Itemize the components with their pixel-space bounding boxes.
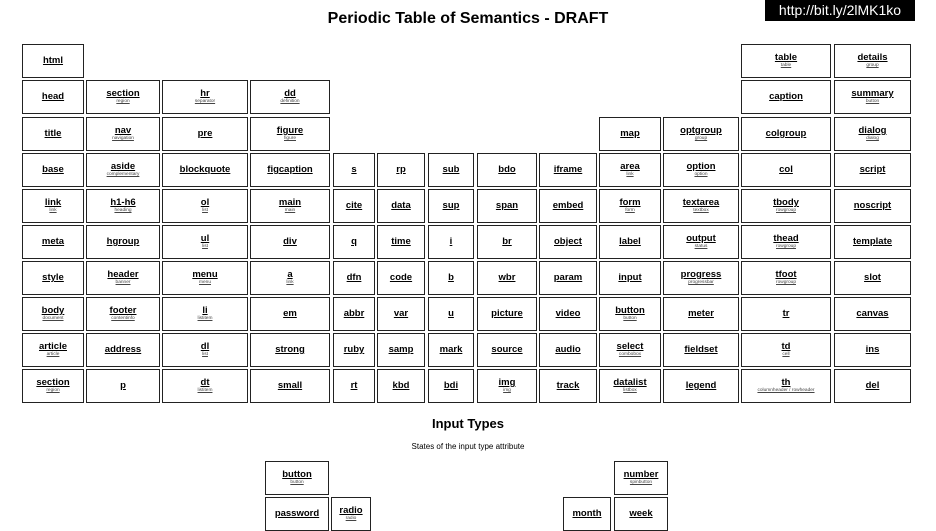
element-tag-label: dfn: [346, 272, 362, 283]
element-cell[interactable]: [162, 189, 248, 223]
element-cell[interactable]: [477, 261, 537, 295]
element-tag-label: head: [41, 91, 65, 102]
element-tag-label: template: [852, 236, 893, 247]
element-role-label: columnheader / rowheader: [757, 388, 815, 393]
element-cell[interactable]: [22, 261, 84, 295]
element-cell[interactable]: [428, 369, 474, 403]
element-cell[interactable]: [86, 80, 160, 114]
element-cell[interactable]: [539, 225, 597, 259]
element-role-label: rowgroup: [776, 208, 796, 213]
element-cell[interactable]: [265, 497, 329, 531]
element-cell[interactable]: [428, 153, 474, 187]
element-tag-label: number: [623, 469, 659, 480]
element-cell[interactable]: [250, 333, 330, 367]
element-tag-label: h1-h6: [110, 197, 136, 208]
element-cell[interactable]: [331, 497, 371, 531]
element-cell[interactable]: [22, 369, 84, 403]
element-tag-label: cite: [345, 200, 363, 211]
element-cell[interactable]: [377, 369, 425, 403]
element-tag-label: span: [495, 200, 519, 211]
element-role-label: combobox: [618, 352, 642, 357]
element-tag-label: q: [351, 236, 357, 247]
element-tag-label: canvas: [856, 308, 889, 319]
element-tag-label: data: [391, 200, 411, 211]
element-tag-label: textarea: [682, 197, 720, 208]
element-cell[interactable]: [250, 261, 330, 295]
element-tag-label: wbr: [498, 272, 516, 283]
element-cell[interactable]: [22, 117, 84, 151]
element-tag-label: var: [393, 308, 409, 319]
element-tag-label: figcaption: [267, 164, 313, 175]
element-tag-label: blockquote: [179, 164, 231, 175]
element-tag-label: colgroup: [765, 128, 807, 139]
element-tag-label: dl: [200, 341, 210, 352]
element-cell[interactable]: [162, 153, 248, 187]
element-role-label: complementary: [106, 172, 140, 177]
element-tag-label: label: [619, 236, 641, 247]
element-tag-label: dt: [200, 377, 210, 388]
element-cell[interactable]: [22, 189, 84, 223]
element-tag-label: p: [120, 380, 126, 391]
element-tag-label: small: [277, 380, 303, 391]
element-cell[interactable]: [599, 225, 661, 259]
element-tag-label: figure: [276, 125, 304, 136]
element-cell[interactable]: [250, 297, 330, 331]
element-cell[interactable]: [834, 369, 911, 403]
element-tag-label: sub: [442, 164, 460, 175]
element-tag-label: title: [44, 128, 62, 139]
element-tag-label: embed: [552, 200, 584, 211]
element-cell[interactable]: [599, 117, 661, 151]
element-cell[interactable]: [22, 80, 84, 114]
element-cell[interactable]: [539, 261, 597, 295]
element-cell[interactable]: [22, 153, 84, 187]
element-role-label: article: [46, 352, 60, 357]
element-tag-label: style: [42, 272, 64, 283]
element-tag-label: source: [491, 344, 523, 355]
element-cell[interactable]: [333, 153, 375, 187]
element-tag-label: option: [686, 161, 716, 172]
page-title: Periodic Table of Semantics - DRAFT: [327, 10, 609, 27]
element-cell[interactable]: [377, 225, 425, 259]
element-cell[interactable]: [663, 261, 739, 295]
element-cell[interactable]: [741, 261, 831, 295]
element-cell[interactable]: [377, 333, 425, 367]
element-cell[interactable]: [599, 261, 661, 295]
element-role-label: link: [626, 172, 634, 177]
element-role-label: group: [694, 136, 708, 141]
element-cell[interactable]: [162, 369, 248, 403]
element-tag-label: bdo: [498, 164, 516, 175]
element-tag-label: li: [202, 305, 208, 316]
element-role-label: button: [865, 99, 880, 104]
element-tag-label: tr: [782, 308, 790, 319]
element-cell[interactable]: [86, 333, 160, 367]
element-tag-label: video: [555, 308, 581, 319]
element-cell[interactable]: [162, 333, 248, 367]
element-tag-label: select: [616, 341, 644, 352]
element-cell[interactable]: [477, 189, 537, 223]
element-role-label: group: [866, 63, 879, 68]
element-cell[interactable]: [333, 333, 375, 367]
element-cell[interactable]: [333, 297, 375, 331]
element-tag-label: em: [283, 308, 297, 319]
element-cell[interactable]: [599, 333, 661, 367]
element-tag-label: datalist: [613, 377, 647, 388]
element-cell[interactable]: [477, 153, 537, 187]
element-cell[interactable]: [250, 117, 330, 151]
element-cell[interactable]: [741, 189, 831, 223]
element-tag-label: meter: [688, 308, 714, 319]
element-role-label: spinbutton: [629, 480, 653, 485]
element-role-label: form: [625, 208, 635, 213]
element-role-label: progressbar: [688, 280, 714, 285]
element-tag-label: br: [502, 236, 512, 247]
element-tag-label: week: [629, 508, 653, 519]
element-tag-label: caption: [769, 91, 803, 102]
element-tag-label: s: [351, 164, 357, 175]
element-tag-label: menu: [192, 269, 218, 280]
element-role-label: rowgroup: [776, 244, 796, 249]
element-role-label: separator: [194, 99, 216, 104]
element-cell[interactable]: [539, 189, 597, 223]
element-role-label: figure: [284, 136, 296, 141]
element-cell[interactable]: [86, 153, 160, 187]
element-cell[interactable]: [86, 369, 160, 403]
element-tag-label: map: [620, 128, 640, 139]
element-role-label: document: [42, 316, 64, 321]
element-role-label: navigation: [112, 136, 134, 141]
element-role-label: main: [284, 208, 296, 213]
element-cell[interactable]: [663, 225, 739, 259]
element-cell[interactable]: [834, 189, 911, 223]
element-tag-label: track: [556, 380, 580, 391]
element-tag-label: strong: [275, 344, 305, 355]
element-tag-label: samp: [388, 344, 414, 355]
element-tag-label: a: [287, 269, 293, 280]
element-cell[interactable]: [539, 297, 597, 331]
element-cell[interactable]: [663, 189, 739, 223]
element-role-label: status: [694, 244, 708, 249]
element-cell[interactable]: [741, 297, 831, 331]
element-tag-label: del: [865, 380, 880, 391]
element-cell[interactable]: [741, 44, 831, 78]
element-tag-label: address: [104, 344, 142, 355]
element-role-label: region: [46, 388, 60, 393]
element-cell[interactable]: [834, 80, 911, 114]
element-tag-label: ul: [200, 233, 210, 244]
element-tag-label: button: [282, 469, 312, 480]
element-cell[interactable]: [834, 225, 911, 259]
element-role-label: list: [202, 208, 208, 213]
element-cell[interactable]: [834, 153, 911, 187]
element-tag-label: param: [553, 272, 583, 283]
element-tag-label: progress: [680, 269, 722, 280]
element-tag-label: optgroup: [680, 125, 722, 136]
element-tag-label: aside: [110, 161, 136, 172]
element-role-label: list: [202, 244, 208, 249]
element-cell[interactable]: [834, 297, 911, 331]
element-cell[interactable]: [663, 117, 739, 151]
element-cell[interactable]: [428, 333, 474, 367]
element-cell[interactable]: [162, 297, 248, 331]
element-cell[interactable]: [539, 153, 597, 187]
element-role-label: heading: [114, 208, 132, 213]
element-tag-label: div: [283, 236, 297, 247]
element-role-label: dialog: [866, 136, 879, 141]
element-tag-label: meta: [41, 236, 65, 247]
element-tag-label: code: [389, 272, 413, 283]
element-tag-label: abbr: [343, 308, 365, 319]
element-role-label: option: [694, 172, 708, 177]
element-cell[interactable]: [741, 333, 831, 367]
element-role-label: listbox: [623, 388, 637, 393]
input-types-title: Input Types: [432, 416, 504, 431]
element-cell[interactable]: [86, 261, 160, 295]
element-tag-label: input: [618, 272, 642, 283]
element-role-label: cell: [782, 352, 790, 357]
element-tag-label: td: [781, 341, 791, 352]
element-tag-label: noscript: [853, 200, 892, 211]
element-role-label: region: [116, 99, 130, 104]
element-role-label: list: [202, 352, 208, 357]
element-cell[interactable]: [741, 225, 831, 259]
element-cell[interactable]: [22, 333, 84, 367]
element-role-label: table: [780, 63, 792, 68]
element-tag-label: body: [41, 305, 65, 316]
element-tag-label: th: [781, 377, 791, 388]
element-cell[interactable]: [333, 369, 375, 403]
element-tag-label: password: [274, 508, 320, 519]
element-tag-label: dialog: [858, 125, 887, 136]
element-tag-label: details: [857, 52, 888, 63]
element-role-label: listitem: [197, 388, 213, 393]
element-cell[interactable]: [377, 189, 425, 223]
short-url-link[interactable]: http://bit.ly/2lMK1ko: [765, 0, 915, 21]
element-role-label: link: [49, 208, 57, 213]
element-tag-label: hgroup: [106, 236, 140, 247]
element-tag-label: img: [498, 377, 516, 388]
element-tag-label: header: [107, 269, 139, 280]
element-cell[interactable]: [86, 117, 160, 151]
element-cell[interactable]: [741, 117, 831, 151]
element-cell[interactable]: [428, 261, 474, 295]
element-tag-label: legend: [685, 380, 717, 391]
element-cell[interactable]: [563, 497, 611, 531]
element-cell[interactable]: [162, 117, 248, 151]
element-role-label: rowgroup: [776, 280, 796, 285]
element-tag-label: iframe: [553, 164, 583, 175]
element-cell[interactable]: [741, 80, 831, 114]
element-cell[interactable]: [599, 153, 661, 187]
element-cell[interactable]: [333, 189, 375, 223]
element-tag-label: rp: [396, 164, 406, 175]
element-cell[interactable]: [428, 297, 474, 331]
element-cell[interactable]: [162, 261, 248, 295]
element-tag-label: pre: [197, 128, 213, 139]
element-tag-label: section: [106, 88, 140, 99]
element-tag-label: ol: [200, 197, 210, 208]
element-role-label: banner: [115, 280, 131, 285]
element-tag-label: hr: [200, 88, 210, 99]
element-tag-label: ins: [865, 344, 880, 355]
element-cell[interactable]: [22, 297, 84, 331]
element-cell[interactable]: [377, 153, 425, 187]
element-tag-label: fieldset: [684, 344, 718, 355]
element-cell[interactable]: [377, 297, 425, 331]
element-tag-label: col: [779, 164, 793, 175]
element-role-label: definition: [280, 99, 300, 104]
element-cell[interactable]: [86, 297, 160, 331]
element-cell[interactable]: [86, 189, 160, 223]
element-tag-label: picture: [491, 308, 523, 319]
element-cell[interactable]: [162, 225, 248, 259]
element-cell[interactable]: [663, 333, 739, 367]
element-tag-label: button: [615, 305, 645, 316]
input-types-subtitle: States of the input type attribute: [411, 442, 525, 451]
element-cell[interactable]: [22, 44, 84, 78]
element-tag-label: radio: [339, 505, 363, 516]
element-cell[interactable]: [614, 497, 668, 531]
element-tag-label: nav: [114, 125, 132, 136]
element-tag-label: bdi: [443, 380, 459, 391]
element-role-label: textbox: [693, 208, 709, 213]
element-cell[interactable]: [599, 369, 661, 403]
element-tag-label: form: [619, 197, 641, 208]
element-tag-label: link: [44, 197, 62, 208]
element-cell[interactable]: [834, 261, 911, 295]
element-tag-label: dd: [284, 88, 296, 99]
element-role-label: button: [623, 316, 637, 321]
element-cell[interactable]: [162, 80, 248, 114]
element-tag-label: script: [859, 164, 886, 175]
element-tag-label: thead: [773, 233, 799, 244]
element-cell[interactable]: [22, 225, 84, 259]
element-role-label: img: [503, 388, 511, 393]
element-tag-label: summary: [851, 88, 894, 99]
element-tag-label: output: [686, 233, 716, 244]
element-tag-label: html: [42, 55, 64, 66]
element-tag-label: slot: [864, 272, 881, 283]
element-tag-label: article: [39, 341, 67, 352]
element-tag-label: b: [448, 272, 454, 283]
element-tag-label: tfoot: [775, 269, 797, 280]
element-role-label: contentinfo: [111, 316, 135, 321]
element-cell[interactable]: [539, 333, 597, 367]
element-role-label: radio: [345, 516, 357, 521]
element-tag-label: ruby: [343, 344, 365, 355]
element-role-label: listitem: [197, 316, 213, 321]
element-cell[interactable]: [834, 117, 911, 151]
element-cell[interactable]: [250, 153, 330, 187]
element-tag-label: u: [448, 308, 454, 319]
element-cell[interactable]: [663, 369, 739, 403]
element-tag-label: main: [278, 197, 302, 208]
element-cell[interactable]: [428, 225, 474, 259]
element-role-label: button: [290, 480, 304, 485]
element-cell[interactable]: [663, 297, 739, 331]
element-tag-label: time: [391, 236, 411, 247]
element-cell[interactable]: [741, 153, 831, 187]
element-cell[interactable]: [265, 461, 329, 495]
element-cell[interactable]: [250, 225, 330, 259]
element-cell[interactable]: [250, 80, 330, 114]
element-cell[interactable]: [333, 261, 375, 295]
element-cell[interactable]: [377, 261, 425, 295]
element-tag-label: table: [774, 52, 798, 63]
element-tag-label: mark: [439, 344, 463, 355]
element-cell[interactable]: [333, 225, 375, 259]
element-tag-label: area: [620, 161, 640, 172]
element-cell[interactable]: [599, 189, 661, 223]
element-tag-label: audio: [555, 344, 581, 355]
element-cell[interactable]: [477, 225, 537, 259]
element-tag-label: object: [554, 236, 582, 247]
element-cell[interactable]: [834, 44, 911, 78]
element-cell[interactable]: [477, 297, 537, 331]
element-cell[interactable]: [834, 333, 911, 367]
element-cell[interactable]: [428, 189, 474, 223]
element-cell[interactable]: [477, 333, 537, 367]
element-tag-label: rt: [350, 380, 358, 391]
element-tag-label: tbody: [773, 197, 799, 208]
element-tag-label: section: [36, 377, 70, 388]
element-cell[interactable]: [614, 461, 668, 495]
element-tag-label: month: [572, 508, 602, 519]
element-tag-label: base: [42, 164, 64, 175]
element-cell[interactable]: [539, 369, 597, 403]
element-role-label: link: [286, 280, 294, 285]
element-cell[interactable]: [741, 369, 831, 403]
element-tag-label: footer: [109, 305, 137, 316]
element-cell[interactable]: [86, 225, 160, 259]
element-role-label: menu: [199, 280, 211, 285]
element-cell[interactable]: [250, 189, 330, 223]
element-tag-label: sup: [442, 200, 460, 211]
element-cell[interactable]: [250, 369, 330, 403]
element-tag-label: kbd: [392, 380, 410, 391]
element-cell[interactable]: [663, 153, 739, 187]
element-tag-label: i: [449, 236, 453, 247]
element-cell[interactable]: [477, 369, 537, 403]
element-cell[interactable]: [599, 297, 661, 331]
